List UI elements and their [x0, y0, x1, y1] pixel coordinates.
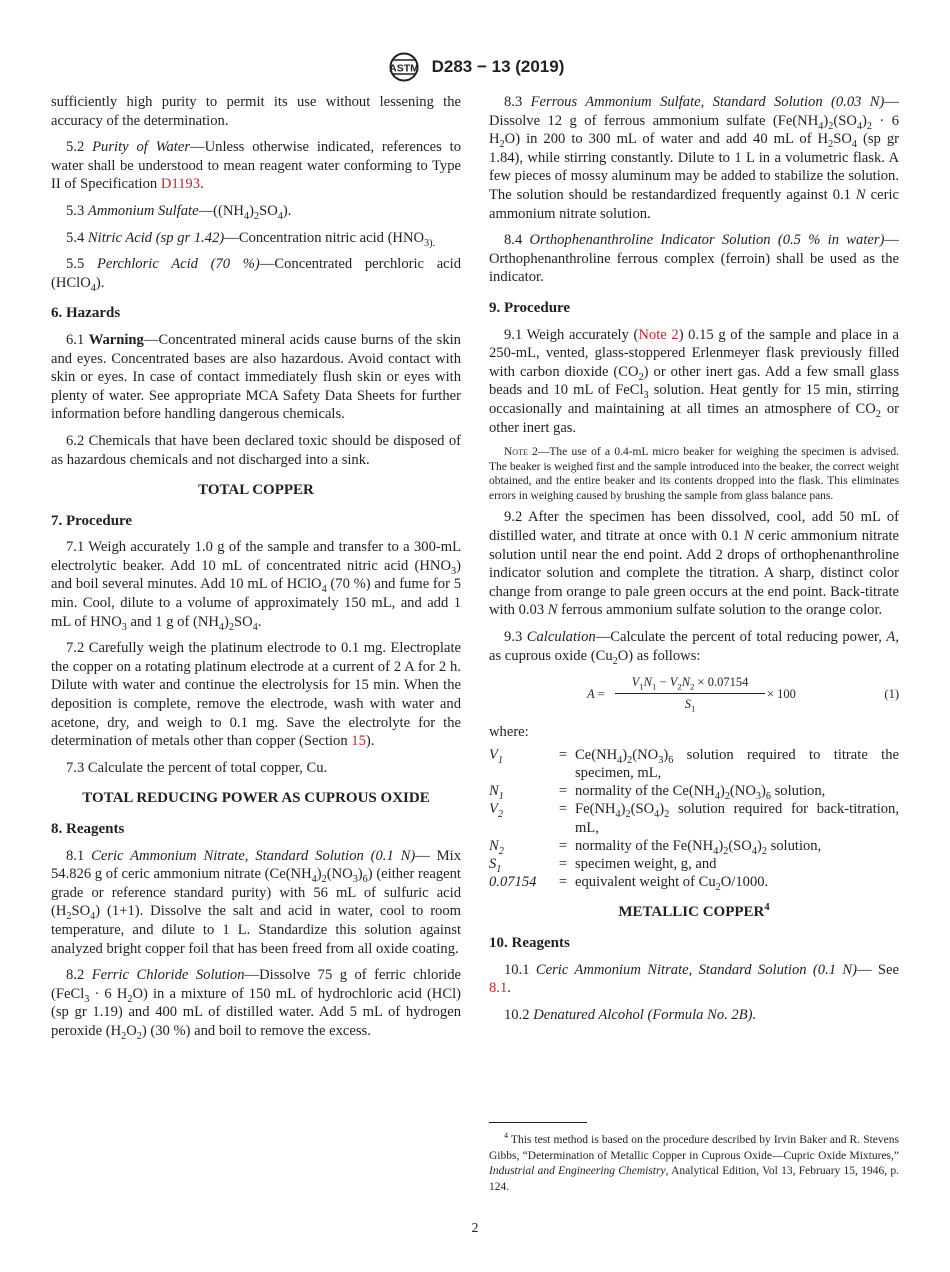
footnote-4: $^4$ This test method is based on the procedure described by Irvin Baker and R. Stevens Gibbs, “Determination of Metallic Copper in Cuprous Oxide—Cupric Oxide Mixtures,” Industrial and Engineering Chemistry, Analytical Edition, Vol 13, February 15, 1946, p. 124. — [489, 1131, 899, 1193]
paragraph-5-3: 5.3 Ammonium $Sulfate—((NH_4)_2SO_4)$. — [66, 202, 292, 222]
paragraph-7-3: 7.3 Calculate the percent of total copper, Cu. — [66, 759, 328, 776]
equation-fraction — [615, 673, 765, 713]
paragraph-6-2: 6.2 Chemicals that have been declared toxic should be disposed of as hazardous chemicals and not discharged into a sink. — [51, 432, 461, 468]
left-column — [51, 93, 461, 1049]
paragraph-8-1: 8.1 Ceric Ammonium Nitrate, Standard Solution (0.1 N)— Mix 54.826 g of ceric ammonium nitrate $(Ce(NH_4)_2(NO_3)_6)$ (either reagent grade or reference standard purity) with 56 mL of sulfuric acid $(H_2SO_4)$ (1+1). Dissolve the salt and acid in water, cool to room temperature, and dilute to 1 L. Standardize this solution against analyzed bright copper foil that has been freed from all oxide coating. — [51, 847, 461, 957]
paragraph-5-5: 5.5 Perchloric Acid (70 %)—Concentrated perchloric acid (HClO$_4$). — [51, 256, 462, 294]
paragraph-5-2: 5.2 Purity of Water—Unless otherwise indicated, references to water shall be understood to mean reagent water conforming to Type II of Specification D1193. — [51, 139, 461, 193]
paragraph-10-2: 10.2 Denatured Alcohol (Formula No. 2B). — [504, 1006, 757, 1023]
section-8-heading: 8. Reagents — [51, 821, 125, 837]
paragraph-9-1: 9.1 Weigh accurately (Note 2) 0.15 g of the sample and place in a 250-mL, vented, glass-stoppered Erlenmeyer flask previously filled with carbon dioxide $(CO_2)$ or other inert gas. Add a few small glass beads and 10 mL of FeCl$_3$ solution. Heat gently for 15 min, stirring occasionally and maintaining at all times an atmosphere of $CO_2$ or other inert gas. — [489, 326, 899, 436]
equation-number: (1) — [884, 687, 899, 702]
paragraph-8-2: 8.2 Ferric Chloride Solution—Dissolve 75 g of ferric chloride (FeCl$_3$ · 6 $H_2O$) in a mixture of 150 mL of hydrochloric acid (HCl) (sp gr 1.19) and 400 mL of distilled water. Add 5 mL of hydrogen peroxide $(H_2O_2)$ (30 %) and boil to remove the excess. — [51, 967, 462, 1042]
equation-lhs: A = — [587, 687, 605, 702]
paragraph-5-1-continued: sufficiently high purity to permit its use without lessening the accuracy of the determination. — [51, 94, 461, 129]
definition-row: 0.07154 = equivalent weight of $Cu_2O/1000$. — [489, 874, 769, 894]
equation-multiplier: × 100 — [767, 687, 796, 702]
section-6-heading: 6. Hazards — [51, 305, 121, 322]
section-9-heading: 9. Procedure — [489, 299, 571, 316]
paragraph-8-4: 8.4 Orthophenanthroline Indicator Solution (0.5 % in water)—Orthophenanthroline ferrous complex (ferroin) shall be used as the indicator. — [489, 232, 900, 286]
equation-denominator: $S_1$ — [684, 696, 696, 714]
definition-row: $V_2$ = $Fe(NH_4)_2(SO_4)_2$ solution required for back-titration, mL, — [489, 801, 899, 836]
astm-logo-icon — [386, 52, 422, 82]
ref-section-15-link[interactable]: 15 — [351, 733, 366, 750]
paragraph-9-3: 9.3 Calculation—Calculate the percent of total reducing power, A, as cuprous oxide $(Cu_2O)$ as follows: — [489, 629, 899, 667]
paragraph-5-4: 5.4 Nitric Acid (sp gr 1.42)—Concentration nitric acid ($HNO_{3).}$ — [66, 229, 436, 249]
equation-1 — [489, 673, 899, 717]
section-10-heading: 10. Reagents — [489, 935, 570, 952]
equation-numerator: $V_1N_1 - V_2N_2 \times 0.07154$ — [615, 673, 765, 694]
page-number: 2 — [471, 1221, 479, 1236]
document-id: D283 − 13 (2019) — [431, 57, 565, 76]
paragraph-7-1: 7.1 Weigh accurately 1.0 g of the sample and transfer to a 300-mL electrolytic beaker. Add 10 mL of concentrated nitric acid $(HNO_3)$ and boil several minutes. Add 10 mL of HClO$_4$ (70 %) and fume for 5 min. Cool, dilute to a volume of approximately 150 mL, and add 1 mL of $HNO_3$ and 1 g of $(NH_4)_2SO_4$. — [51, 539, 461, 633]
ref-note-2-link[interactable]: Note 2 — [638, 326, 679, 343]
definition-row: $V_1$ = $Ce(NH_4)_2(NO_3)_6$ solution required to titrate the specimen, mL, — [489, 746, 899, 782]
variable-definitions — [489, 746, 899, 892]
footnote-divider — [489, 1122, 587, 1123]
paragraph-10-1: 10.1 Ceric Ammonium Nitrate, Standard Solution (0.1 N)— See 8.1. — [489, 961, 899, 997]
definition-row: $N_1$ = normality of the $Ce(NH_4)_2(NO_3)_6$ solution, — [489, 783, 826, 803]
page-header — [0, 52, 950, 82]
paragraph-8-3: 8.3 Ferrous Ammonium Sulfate, Standard Solution (0.03 N)—Dissolve 12 g of ferrous ammonium sulfate ($Fe(NH_4)_2(SO_4)_2 \cdot 6$ $H_2O$) in 200 to 300 mL of water and add 40 mL of $H_2SO_4$ (sp gr 1.84), while stirring constantly. Dilute to 1 L in a volumetric flask. A few pieces of mossy aluminum may be added to stabilize the solution. The solution should be restandardized frequently against 0.1 N ceric ammonium nitrate solution. — [489, 94, 899, 222]
section-7-heading: 7. Procedure — [51, 512, 133, 529]
metallic-copper-heading: METALLIC COPPER$^4$ — [618, 902, 770, 921]
note-2: Note 2—The use of a 0.4-mL micro beaker for weighing the specimen is advised. The beaker is weighed first and the sample introduced into the beaker, the correct weight obtained, and the entire beaker and its contents dropped into the flask. This eliminates errors in weighing caused by brushing the sample from glass balance pans. — [489, 446, 900, 502]
total-reducing-power-heading: TOTAL REDUCING POWER AS CUPROUS OXIDE — [82, 790, 430, 807]
definition-row: $S_1$ = specimen weight, g, and — [489, 856, 717, 875]
total-copper-heading: TOTAL COPPER — [198, 482, 314, 499]
paragraph-6-1: 6.1 Warning—Concentrated mineral acids cause burns of the skin and eyes. Concentrated bases are also hazardous. Avoid contact with skin or eyes. In case of contact immediately flush skin or eyes with plenty of water. See appropriate MCA Safety Data Sheets for further information before handling dangerous chemicals. — [51, 331, 461, 423]
svg-text:ASTM: ASTM — [388, 62, 419, 75]
definition-row: $N_2$ = normality of the $Fe(NH_4)_2(SO_4)_2$ solution, — [489, 837, 822, 857]
ref-d1193-link[interactable]: D1193 — [160, 176, 201, 193]
paragraph-9-2: 9.2 After the specimen has been dissolved, cool, add 50 mL of distilled water, and titrate at once with 0.1 N ceric ammonium nitrate solution until near the end point. Add 2 drops of orthophenanthroline indicator solution and complete the titration. A sharp, distinct color change from orange to pale green occurs at the end point. Back-titrate with 0.03 N ferrous ammonium sulfate solution to the orange color. — [489, 509, 900, 619]
paragraph-7-2: 7.2 Carefully weigh the platinum electrode to 0.1 mg. Electroplate the copper on a rotating platinum electrode at a current of 2 A for 2 h. Dilute with water and continue the electrolysis for 15 min. When the deposition is complete, remove the electrode, wash with water and acetone, dry, and weigh to 0.1 mg. Save the electrolyte for the determination of metals other than copper (Section 15). — [51, 640, 461, 750]
right-column — [489, 93, 899, 1032]
where-label: where: — [489, 724, 529, 741]
ref-8-1-link[interactable]: 8.1 — [489, 980, 508, 997]
